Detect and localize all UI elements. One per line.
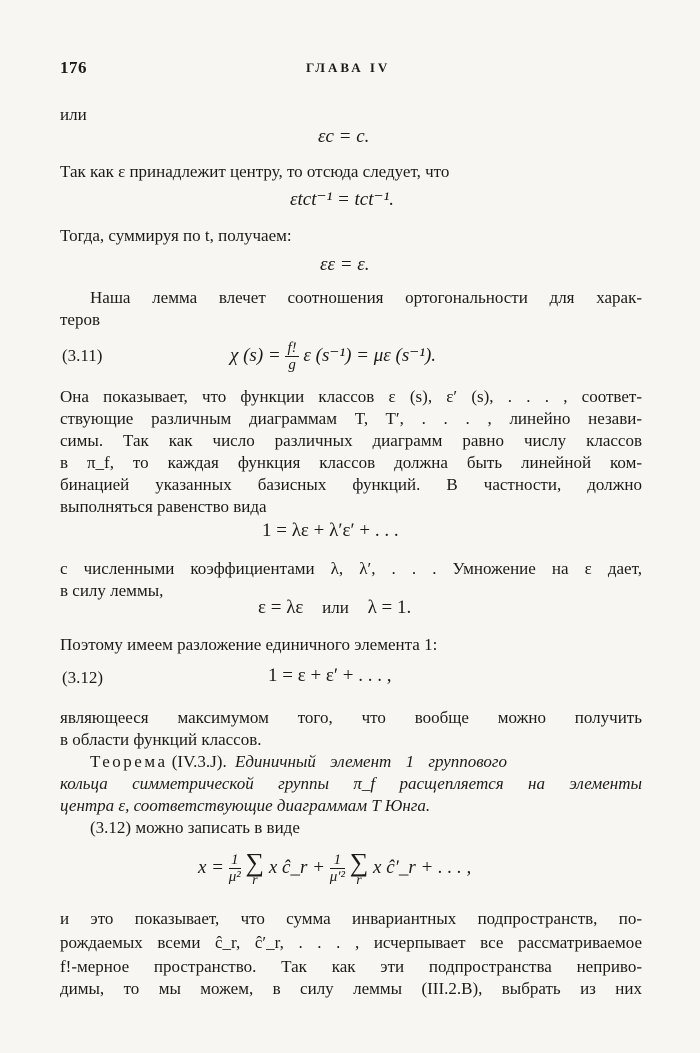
text-line: Тогда, суммируя по t, получаем: (60, 226, 292, 245)
equation-number: (3.12) (62, 668, 104, 687)
paragraph-line: димы, то мы можем, в силу леммы (III.2.B), выбрать из них (60, 979, 642, 998)
chapter-header: ГЛАВА IV (306, 60, 391, 75)
summation-sign: ∑ r (349, 847, 369, 888)
paragraph-line: бинацией указанных базисных функций. В частности, должно (60, 475, 642, 494)
summation-sign: ∑ r (245, 847, 265, 888)
paragraph-line: и это показывает, что сумма инвариантных подпространств, по- (60, 909, 642, 928)
text-line: или (60, 105, 87, 124)
paragraph-line: в силу леммы, (60, 581, 164, 600)
equation-3-12: 1 = ε + ε′ + . . . , (268, 665, 392, 686)
paragraph-line: Наша лемма влечет соотношения ортогональности для харак- (90, 288, 642, 307)
text-line: Поэтому имеем разложение единичного элемента 1: (60, 635, 438, 654)
fraction-numerator: 1 (229, 853, 241, 869)
equation-part: ε (s⁻¹) = με (s⁻¹). (303, 345, 437, 366)
equation-part: x ĉ_r + (268, 857, 325, 878)
equation-3-11 (230, 336, 436, 376)
equation (258, 597, 411, 619)
fraction (285, 341, 298, 373)
theorem-ref: (IV.3.J). (171, 752, 227, 771)
equation-conjunction: или (322, 598, 349, 617)
fraction-numerator: 1 (330, 853, 345, 869)
equation: εtct⁻¹ = tct⁻¹. (290, 189, 394, 210)
fraction-numerator: f! (287, 339, 297, 356)
paragraph-line: с численными коэффициентами λ, λ′, . . . Умножение на ε дает, (60, 559, 642, 578)
paragraph-line: f!-мерное пространство. Так как эти подпространства неприво- (60, 957, 642, 976)
paragraph-line: теров (60, 310, 101, 329)
paragraph-line: Она показывает, что функции классов ε (s), ε′ (s), . . . , соответ- (60, 387, 642, 406)
paragraph-line: в области функций классов. (60, 730, 262, 749)
paragraph-line: в π_f, то каждая функция классов должна быть линейной ком- (60, 453, 642, 472)
equation-part: λ = 1. (367, 597, 412, 618)
theorem-text: Единичный элемент 1 группового (234, 752, 508, 771)
fraction-denominator: μ′² (329, 868, 345, 885)
theorem-word: Теорема (90, 752, 168, 771)
fraction (229, 853, 241, 885)
page-number: 176 (60, 58, 87, 77)
equation: εε = ε. (320, 254, 370, 275)
paragraph-line: выполняться равенство вида (60, 497, 267, 516)
equation-part: x = (198, 857, 225, 878)
fraction-denominator: μ² (228, 868, 241, 885)
fraction (330, 853, 345, 885)
summation-index: r (252, 872, 258, 888)
text-line: (3.12) можно записать в виде (90, 818, 300, 837)
equation: εc = c. (318, 126, 370, 147)
summation-equation (198, 838, 471, 898)
paragraph-line: ствующие различным диаграммам T, T′, . . . , линейно незави- (60, 409, 642, 428)
theorem-line: кольца симметрической группы π_f расщепляется на элементы (60, 774, 642, 793)
equation-number: (3.11) (62, 346, 103, 365)
paragraph-line: рождаемых всеми ĉ_r, ĉ′_r, . . . , исчерпывает все рассматриваемое (60, 933, 642, 952)
fraction-denominator: g (288, 356, 296, 373)
equation-part: χ (s) = (230, 345, 281, 366)
equation-part: x ĉ′_r + . . . , (373, 857, 472, 878)
text-line: Так как ε принадлежит центру, то отсюда следует, что (60, 162, 450, 181)
theorem-line (90, 751, 642, 773)
summation-index: r (356, 872, 362, 888)
theorem-line: центра ε, соответствующие диаграммам T Юнга. (60, 796, 431, 815)
paragraph-line: являющееся максимумом того, что вообще можно получить (60, 708, 642, 727)
equation-part: ε = λε (258, 597, 304, 618)
equation: 1 = λε + λ′ε′ + . . . (262, 520, 399, 541)
paragraph-line: симы. Так как число различных диаграмм равно числу классов (60, 431, 642, 450)
